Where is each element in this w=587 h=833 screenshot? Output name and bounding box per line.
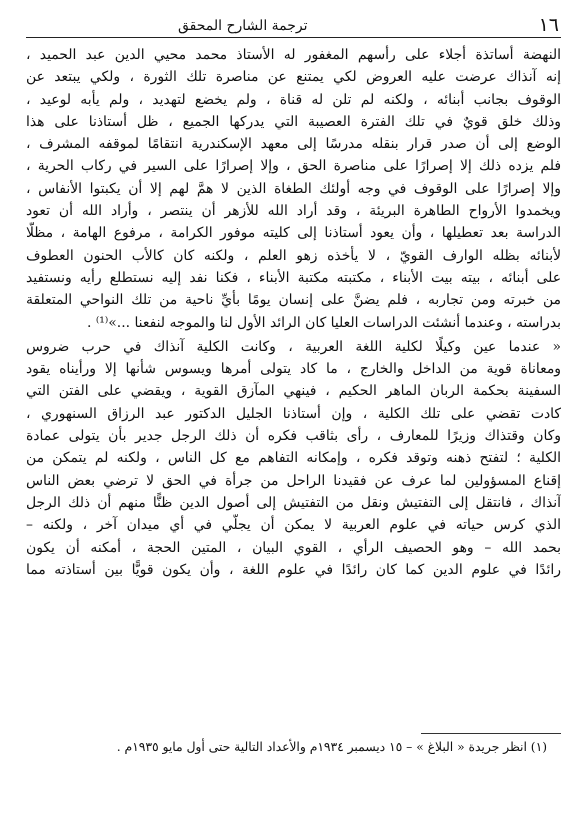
text-line: الذي كرس حياته في علوم العربية لا يمكن أن يجلّي في أي ميدان آخر ، ولكنه –: [26, 517, 561, 534]
text-line: كادت تقضي على تلك الكلية ، وإن أستاذنا الجليل الدكتور عبد الرزاق السنهوري ،: [26, 405, 561, 422]
running-title: ترجمة الشارح المحقق: [178, 18, 308, 34]
text-line: على أبنائه ، بيته بيت الأبناء ، مكتبته مكتبة الأبناء ، فكنا نفد إليه نستطلع رأيه ونستفيد: [26, 269, 561, 286]
text-line: إنه آنذاك عرضت عليه العروض لكي يمتنع عن مناصرة تلك الثورة ، ولكي يبتعد عن: [26, 69, 561, 86]
paragraph-2: [26, 336, 561, 581]
header-rule: [26, 37, 561, 38]
text-line: رائدًا في علوم الدين كما كان رائدًا في علوم اللغة ، وأن يكون قويًّا بين أستاذته مما: [26, 561, 561, 578]
text-line: بحمد الله – وهو الحصيف الرأي ، القوي البيان ، المتين الحجة ، أمكنه أن يكون: [26, 539, 561, 556]
text-line: من خبرته ومن تجاربه ، فلم يضنَّ على إنسان يومًا بأيِّ ناحية من تلك النواحي المتعلقة: [26, 292, 561, 309]
paragraph-1: [26, 44, 561, 334]
text-line: وإلا إصرارًا على الوقوف في وجه أولئك الطغاة الذين لا همَّ لهم إلا أن يكبتوا الأنفاس ،: [26, 180, 561, 197]
page-number: ١٦: [538, 14, 559, 36]
body-text: [26, 44, 561, 690]
text-line: وذلك خلق قويٌ في تلك الفترة العصيبة التي يدركها الجميع ، ظل أستاذنا على هذا: [26, 113, 561, 130]
text-line: وكان وقتذاك وزيرًا للمعارف ، رأى بثاقب فكره أن ذلك الرجل جدير بأن يتولى عمادة: [26, 428, 561, 445]
text-line: الكلية ؛ لتفتح ذهنه وتوقد فكره ، وإمكانه التفاهم مع كل الناس ، ولكنه لم يتمكن من: [26, 450, 561, 467]
text-line: آنذاك ، فانتقل إلى التفتيش ونقل من التفتيش إلى أصول الدين ظنًّا منهم أن ذلك الرجل: [26, 494, 561, 511]
page-header: [28, 12, 559, 36]
text-line: لأبنائه بظله الوارف القويّ ، لا يأخذه زهو العلم ، ولكنه كان كالأب الحنون العطوف: [26, 247, 561, 264]
text-line: فلم يزده ذلك إلا إصرارًا على مناصرة الحق ، وإلا إصرارًا على السير في ركاب الحرية ،: [26, 158, 561, 175]
footnote: (١) انظر جريدة « البلاغ » – ١٥ ديسمبر ١٩٣٤م والأعداد التالية حتى أول مايو ١٩٣٥م .: [116, 740, 547, 754]
text-line: السفينة بحكمة الربان الماهر الحكيم ، فينهي المآزق القوية ، ويقضي على الفتن التي: [26, 383, 561, 400]
text-line: ومعاناة قوية من الداخل والخارج ، ما كاد يتولى أمرها ويسوس شأنها إلا ورأيناه يقود: [26, 361, 561, 378]
footnote-rule: [421, 733, 561, 734]
text-line: الوقوف بجانب أبنائه ، ولكنه لم تلن له قناة ، ولم يخضع لتهديد ، ولم يأبه لوعيد ،: [26, 91, 561, 108]
text-line: النهضة أساتذة أجلاء على رأسهم المغفور له الأستاذ محمد محيي الدين عبد الحميد ،: [26, 47, 561, 63]
text-line: إقناع المسؤولين لما عرف عن فقيدنا الراحل من جرأة في الحق لا ترضي بعض الناس: [26, 472, 561, 489]
text-line: الوضع إلى أن صدر قرار بنقله مدرسًا إلى معهد الإسكندرية انتقامًا لموقفه المشرف ،: [26, 136, 561, 153]
text-line: ويخمدوا الأرواح الطاهرة البريئة ، وقد أراد الله للأزهر أن ينتصر ، وأراد الله أن تعود: [26, 203, 561, 220]
text-line: الدراسة بعد تعطيلها ، وأن يعود أستاذنا إلى كليته موفور الكرامة ، مرفوع الهامة ، مظلًّا: [26, 225, 561, 242]
text-line: بدراسته ، وعندما أنشئت الدراسات العليا كان الرائد الأول لنا والموجه لنفعنا ...»⁽¹⁾ .: [87, 314, 561, 331]
text-line: « عندما عين وكيلًا لكلية اللغة العربية ، وكانت الكلية آنذاك في حرب ضروس: [26, 338, 561, 355]
